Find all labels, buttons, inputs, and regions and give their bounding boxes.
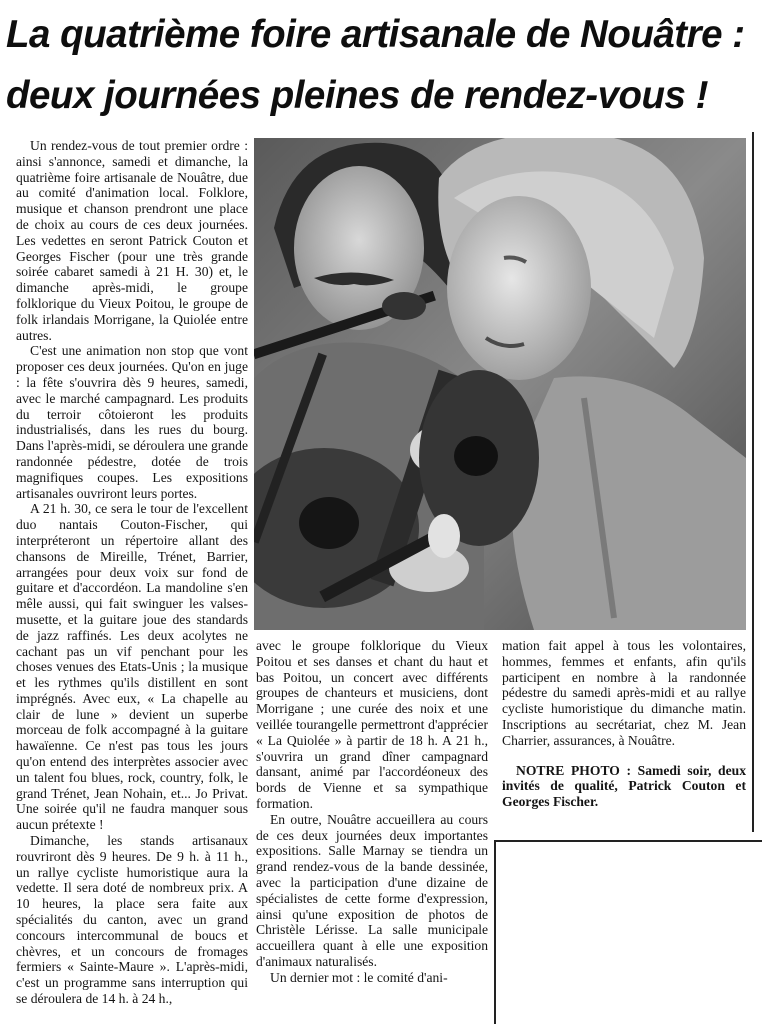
headline: [6, 4, 760, 126]
article-paragraph: C'est une animation non stop que vont proposer ces deux journées. Qu'on en juge : la fête s'ouvrira dès 9 heures, samedi, avec le marché campagnard. Les produits du terroir côtoieront les produits industrialisés, dans les rues du bourg. Dans l'après-midi, se déroulera une grande randonnée pédestre, dotée de trois magnifiques coupes. Les expositions artisanales ouvriront leurs portes.: [16, 343, 248, 501]
article-column-1: [16, 138, 248, 1007]
article-paragraph: Un rendez-vous de tout premier ordre : ainsi s'annonce, samedi et dimanche, la quatrième foire artisanale de Nouâtre, due au comité d'animation local. Folklore, musique et chanson prendront une place de choix au cours de ces deux journées. Les vedettes en seront Patrick Couton et Georges Fischer (pour une très grande soirée cabaret samedi à 21 H. 30) et, le dimanche après-midi, le groupe folklorique du Vieux Poitou, le groupe de folk irlandais Morrigane, la Quiolée entre autres.: [16, 138, 248, 343]
photo-caption: NOTRE PHOTO : Samedi soir, deux invités de qualité, Patrick Couton et Georges Fischer.: [502, 762, 746, 810]
article-paragraph: mation fait appel à tous les volontaires, hommes, femmes et enfants, afin qu'ils participent en nombre à la randonnée pédestre du samedi après-midi et au rallye cycliste humoristique du dimanche matin. Inscriptions au secrétariat, chez M. Jean Charrier, assurances, à Nouâtre.: [502, 638, 746, 748]
article-paragraph: avec le groupe folklorique du Vieux Poitou et ses danses et chant du haut et bas Poitou, un concert avec différents groupes de chanteurs et musiciens, dont Morrigane ; une curée des noix et une veillée tourangelle permettront d'apprécier « La Quiolée » à partir de 18 h. A 21 h., s'ouvrira un grand dîner campagnard dansant, animé par l'accordéoneux des bords de Vienne et sa sympathique formation.: [256, 638, 488, 811]
article-paragraph: Un dernier mot : le comité d'ani-: [270, 969, 448, 985]
section-rule: [494, 840, 496, 1024]
article-paragraph: En outre, Nouâtre accueillera au cours de ces deux journées deux importantes expositions. Salle Marnay se tiendra un grand rendez-vous de la bande dessinée, avec la participation d'une dizaine de spécialistes de cette forme d'expression, ainsi qu'une exposition de photos de Christèle Lérisse. La salle municipale accueillera quant à elle une exposition d'animaux naturalisés.: [256, 811, 488, 969]
section-rule: [494, 840, 762, 842]
column-rule: [752, 132, 754, 832]
headline-line-2: deux journées pleines de rendez-vous !: [6, 74, 708, 117]
photo-musicians-illustration: [254, 138, 746, 630]
article-column-2: [256, 638, 488, 986]
news-photo: [254, 138, 746, 630]
article-column-3: [502, 638, 746, 810]
article-paragraph: A 21 h. 30, ce sera le tour de l'excellent duo nantais Couton-Fischer, qui interpréteront un répertoire allant des chansons de Mireille, Trénet, Barrier, arrangées pour deux voix sur fond de guitare et d'accordéon. La mandoline s'en mêle aussi, qui fait swinguer les valses-musette, et la guitare joue des standards de jazz raffinés. Les deux acolytes ne cachant pas un vif penchant pour les choses venues des Etats-Unis ; la musique et les rythmes qu'ils distillent en sont imprégnés. Avec eux, « La chapelle au clair de lune » devient un superbe morceau de folk accompagné à la guitare hawaïenne. Ce n'est pas tous les jours qu'on entend des interprètes associer avec un talent fou blues, rock, country, folk, le grand Trénet, Jean Nohain, et... Jo Privat. Une soirée qu'il ne faudra manquer sous aucun prétexte !: [16, 501, 248, 833]
article-paragraph: Dimanche, les stands artisanaux rouvriront dès 9 heures. De 9 h. à 11 h., un rallye cycliste humoristique aura la vedette. Il sera doté de nombreux prix. A 10 heures, la place sera faite aux spécialités du canton, avec un grand concours intercommunal de boucs et chèvres, et un concours de fromages fermiers « Sainte-Maure ». L'après-midi, c'est un programme sans interruption qui se déroulera de 14 h. à 24 h.,: [16, 833, 248, 1007]
headline-line-1: La quatrième foire artisanale de Nouâtre :: [6, 13, 745, 56]
